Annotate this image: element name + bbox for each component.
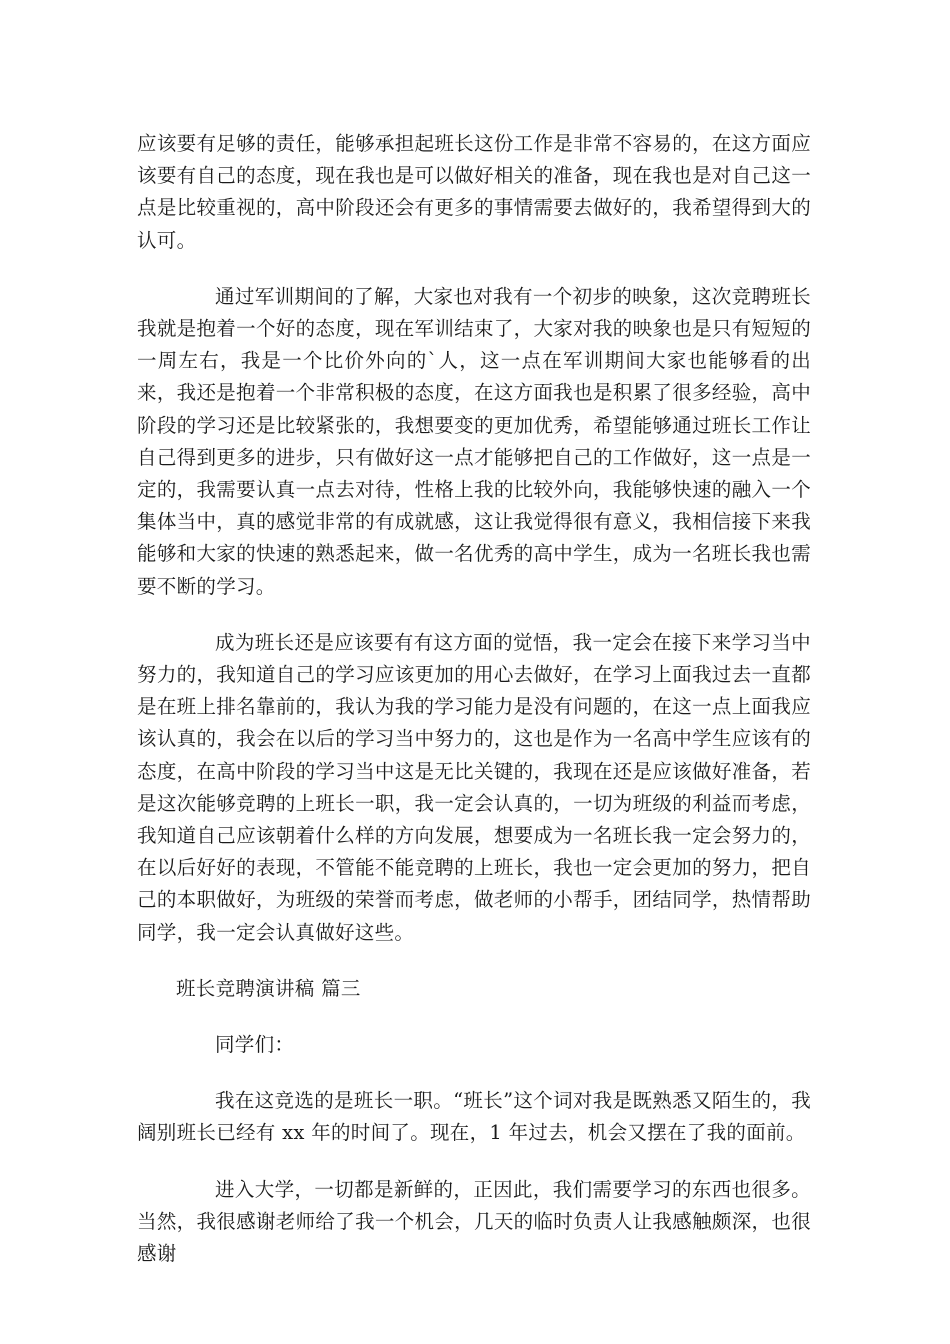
paragraph-1: 应该要有足够的责任，能够承担起班长这份工作是非常不容易的，在这方面应该要有自己的态度，现在我也是可以做好相关的准备，现在我也是对自己这一点是比较重视的，高中阶段还会有更多的事情需要去做好的，我希望得到大的认可。 <box>137 132 811 252</box>
section-heading: 班长竞聘演讲稿 篇三 <box>176 976 361 1000</box>
document-page <box>137 128 811 1294</box>
paragraph-4: 我在这竞选的是班长一职。“班长”这个词对我是既熟悉又陌生的，我阔别班长已经有 xx 年的时间了。现在，1 年过去，机会又摆在了我的面前。 <box>137 1089 811 1145</box>
paragraph-3: 成为班长还是应该要有有这方面的觉悟，我一定会在接下来学习当中努力的，我知道自己的学习应该更加的用心去做好，在学习上面我过去一直都是在班上排名靠前的，我认为我的学习能力是没有问题的，在这一点上面我应该认真的，我会在以后的学习当中努力的，这也是作为一名高中学生应该有的态度，在高中阶段的学习当中这是无比关键的，我现在还是应该做好准备，若是这次能够竞聘的上班长一职，我一定会认真的，一切为班级的利益而考虑，我知道自己应该朝着什么样的方向发展，想要成为一名班长我一定会努力的，在以后好好的表现，不管能不能竞聘的上班长，我也一定会更加的努力，把自己的本职做好，为班级的荣誉而考虑，做老师的小帮手，团结同学，热情帮助同学，我一定会认真做好这些。 <box>137 630 811 944</box>
paragraph-5: 进入大学，一切都是新鲜的，正因此，我们需要学习的东西也很多。当然，我很感谢老师给了我一个机会，几天的临时负责人让我感触颇深，也很感谢 <box>137 1177 811 1266</box>
salutation: 同学们： <box>215 1033 295 1057</box>
paragraph-2: 通过军训期间的了解，大家也对我有一个初步的映象，这次竞聘班长我就是抱着一个好的态度，现在军训结束了，大家对我的映象也是只有短短的一周左右，我是一个比价外向的`人，这一点在军训期间大家也能够看的出来，我还是抱着一个非常积极的态度，在这方面我也是积累了很多经验，高中阶段的学习还是比较紧张的，我想要变的更加优秀，希望能够通过班长工作让自己得到更多的进步，只有做好这一点才能够把自己的工作做好，这一点是一定的，我需要认真一点去对待，性格上我的比较外向，我能够快速的融入一个集体当中，真的感觉非常的有成就感，这让我觉得很有意义，我相信接下来我能够和大家的快速的熟悉起来，做一名优秀的高中学生，成为一名班长我也需要不断的学习。 <box>137 284 811 598</box>
